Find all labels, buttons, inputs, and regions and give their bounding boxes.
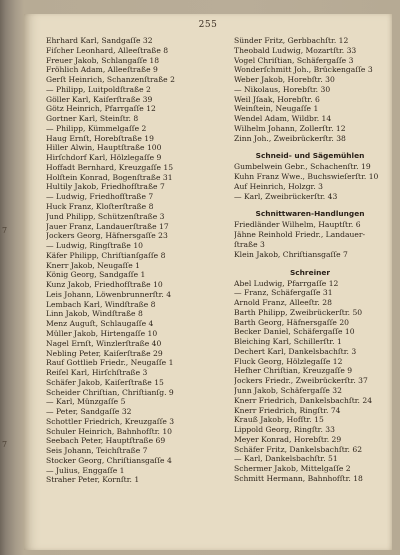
directory-entry: König Georg, Sandgaſſe 1 [46, 270, 146, 280]
right-column-entries-top [234, 36, 386, 143]
directory-entry: — Peter, Sandgaſſe 32 [46, 407, 132, 417]
page-number: 255 [198, 20, 218, 30]
directory-entry: Haug Ernſt, Horebſtraße 19 [46, 133, 154, 143]
directory-entry: Weber Jakob, Horebſtr. 30 [234, 75, 335, 85]
directory-entry: Gumbelwein Gebr., Schachenſtr. 19 [234, 162, 371, 172]
directory-entry: — Ludwig, Friedhofſtraße 7 [46, 192, 154, 202]
directory-entry: Jähne Reinhold Friedr., Landauer- [234, 230, 366, 240]
directory-entry: Jauer Franz, Landauerſtraße 17 [46, 221, 169, 231]
left-column [46, 36, 216, 485]
directory-entry: — Karl, Dankelsbachſtr. 51 [234, 454, 338, 464]
directory-entry: Reiſel Karl, Hirſchſtraße 3 [46, 368, 148, 378]
directory-entry: Zinn Joh., Zweibrückerſtr. 38 [234, 133, 346, 143]
section-list-schreiner [234, 279, 386, 484]
directory-entry: Klein Jakob, Chriſtiansgaſſe 7 [234, 249, 348, 259]
directory-page [24, 14, 392, 550]
directory-entry: Lippold Georg, Ringſtr. 33 [234, 425, 335, 435]
directory-entry: Weil Jſaak, Horebſtr. 6 [234, 94, 320, 104]
directory-entry: Jockers Georg, Häfnersgaſſe 23 [46, 231, 168, 241]
directory-entry: Wendel Adam, Wildbr. 14 [234, 114, 332, 124]
directory-entry: Knerr Friedrich, Dankelsbachſtr. 24 [234, 395, 373, 405]
directory-entry: Huck Franz, Kloſterſtraße 8 [46, 202, 154, 212]
directory-entry: Müller Jakob, Hirtengaſſe 10 [46, 328, 158, 338]
directory-entry: Hoffadt Bernhard, Kreuzgaſſe 15 [46, 162, 174, 172]
directory-entry: Menz Auguſt, Schlaugaſſe 4 [46, 319, 154, 329]
directory-entry: Kunz Jakob, Friedhofſtraße 10 [46, 280, 163, 290]
directory-entry: Nebling Peter, Kaiſerſtraße 29 [46, 348, 163, 358]
section-heading-schreiner: Schreiner [289, 267, 331, 277]
directory-entry: Hultily Jakob, Friedhofſtraße 7 [46, 182, 165, 192]
directory-entry: Hefher Chriſtian, Kreuzgaſſe 9 [234, 366, 353, 376]
directory-entry: Barth Philipp, Zweibrückerſtr. 50 [234, 307, 363, 317]
directory-entry: Bleiching Karl, Schillerſtr. 1 [234, 337, 342, 347]
directory-entry: Theobald Ludwig, Mozartſtr. 33 [234, 45, 357, 55]
directory-entry: Dechert Karl, Dankelsbachſtr. 3 [234, 346, 357, 356]
directory-entry: Vogel Chriſtian, Schäfergaſſe 3 [234, 55, 354, 65]
directory-entry: Schottler Friedrich, Kreuzgaſſe 3 [46, 416, 175, 426]
directory-entry: Kuhn Franz Wwe., Buchswieſerſtr. 10 [234, 172, 379, 182]
directory-entry: Jund Philipp, Schützenſtraße 3 [46, 211, 165, 221]
directory-entry: Straher Peter, Kornſtr. 1 [46, 475, 140, 485]
directory-entry: Schäfer Jakob, Kaiſerſtraße 15 [46, 377, 164, 387]
directory-entry: Abel Ludwig, Pfarrgaſſe 12 [234, 278, 339, 288]
directory-entry: Nagel Ernſt, Winzlerſtraße 40 [46, 338, 162, 348]
directory-entry: Götz Heinrich, Pfarrgaſſe 12 [46, 104, 156, 114]
directory-entry: — Nikolaus, Horebſtr. 30 [234, 84, 331, 94]
directory-entry: Krauß Jakob, Hofſtr. 15 [234, 415, 324, 425]
directory-entry: Freuer Jakob, Schlangaſſe 18 [46, 55, 160, 65]
directory-entry: — Philipp, Luitpoldſtraße 2 [46, 84, 151, 94]
right-column [234, 36, 386, 484]
directory-entry: — Franz, Schäfergaſſe 31 [234, 288, 333, 298]
directory-entry: Knerr Jakob, Neugaſſe 1 [46, 260, 140, 270]
directory-entry: Schermer Jakob, Mittelgaſſe 2 [234, 464, 351, 474]
directory-entry: Schäfer Fritz, Dankelsbachſtr. 62 [234, 444, 363, 454]
directory-entry: Hirſchdorf Karl, Hölzlegaſſe 9 [46, 153, 162, 163]
directory-entry: Seebach Peter, Hauptſtraße 69 [46, 436, 166, 446]
directory-entry: — Karl, Münzgaſſe 5 [46, 397, 126, 407]
directory-entry: Sünder Fritz, Gerbbachſtr. 12 [234, 36, 349, 45]
margin-number: 7 [2, 226, 8, 235]
directory-entry: Lembach Karl, Windſtraße 8 [46, 299, 156, 309]
directory-entry: Friedländer Wilhelm, Hauptſtr. 6 [234, 220, 361, 230]
directory-entry: Fröhlich Adam, Alleeſtraße 9 [46, 65, 158, 75]
directory-entry: Göller Karl, Kaiſerſtraße 39 [46, 94, 153, 104]
directory-entry: Arnold Franz, Alleeſtr. 28 [234, 298, 332, 308]
section-gap [234, 143, 386, 150]
margin-number: 7 [2, 440, 8, 449]
directory-entry: Fiſcher Leonhard, Alleeſtraße 8 [46, 45, 169, 55]
directory-entry: Holſtein Konrad, Bogenſtraße 31 [46, 172, 173, 182]
section-gap [234, 201, 386, 208]
directory-entry: — Philipp, Kümmelgaſſe 2 [46, 123, 147, 133]
section-heading-schneid: Schneid- und Sägemühlen [255, 151, 365, 161]
directory-entry: Leis Johann, Löwenbrunnerſtr. 4 [46, 289, 172, 299]
section-list-schneid [234, 162, 386, 201]
section-gap [234, 260, 386, 267]
directory-entry: Wilhelm Johann, Zollerſtr. 12 [234, 123, 346, 133]
directory-entry: Stocker Georg, Chriſtiansgaſſe 4 [46, 455, 172, 465]
directory-entry: Gortner Karl, Steinſtr. 8 [46, 114, 139, 124]
section-list-schnitt [234, 220, 386, 259]
directory-entry: Linn Jakob, Windſtraße 8 [46, 309, 143, 319]
directory-entry: Rauf Gottlieb Friedr., Neugaſſe 1 [46, 358, 174, 368]
directory-entry: — Karl, Zweibrückerſtr. 43 [234, 191, 338, 201]
directory-entry: Ehrhard Karl, Sandgaſſe 32 [46, 36, 153, 45]
directory-entry: Barth Georg, Häfnersgaſſe 20 [234, 317, 349, 327]
directory-entry: Knerr Friedrich, Ringſtr. 74 [234, 405, 341, 415]
directory-entry: ſtraße 3 [234, 240, 265, 250]
directory-entry: Junn Jakob, Schäfergaſſe 32 [234, 385, 342, 395]
directory-entry: Seis Johann, Teichſtraße 7 [46, 446, 148, 456]
directory-entry: Wonderſchmitt Joh., Brückengaſſe 3 [234, 65, 373, 75]
section-heading-schnitt: Schnittwaren-Handlungen [255, 209, 365, 219]
directory-entry: Scheider Chriſtian, Chriſtianſg. 9 [46, 387, 174, 397]
directory-entry: Gerſt Heinrich, Schanzenſtraße 2 [46, 75, 175, 85]
directory-entry: Becker Daniel, Schäfergaſſe 10 [234, 327, 355, 337]
directory-entry: Weinſtein, Neugaſſe 1 [234, 104, 319, 114]
directory-entry: Meyer Konrad, Horebſtr. 29 [234, 434, 342, 444]
directory-entry: Fluck Georg, Hölzlegaſſe 12 [234, 356, 343, 366]
directory-entry: Jockers Friedr., Zweibrückerſtr. 37 [234, 376, 368, 386]
directory-entry: — Ludwig, Ringſtraße 10 [46, 241, 143, 251]
directory-entry: Schuler Heinrich, Bahnhofſtr. 10 [46, 426, 172, 436]
directory-entry: Käfer Philipp, Chriſtianſgaſſe 8 [46, 250, 166, 260]
directory-entry: Hiller Alwin, Hauptſtraße 100 [46, 143, 162, 153]
directory-entry: — Julius, Enggaſſe 1 [46, 465, 125, 475]
directory-entry: Auf Heinrich, Holzgr. 3 [234, 181, 324, 191]
directory-entry: Schmitt Hermann, Bahnhofſtr. 18 [234, 473, 363, 483]
